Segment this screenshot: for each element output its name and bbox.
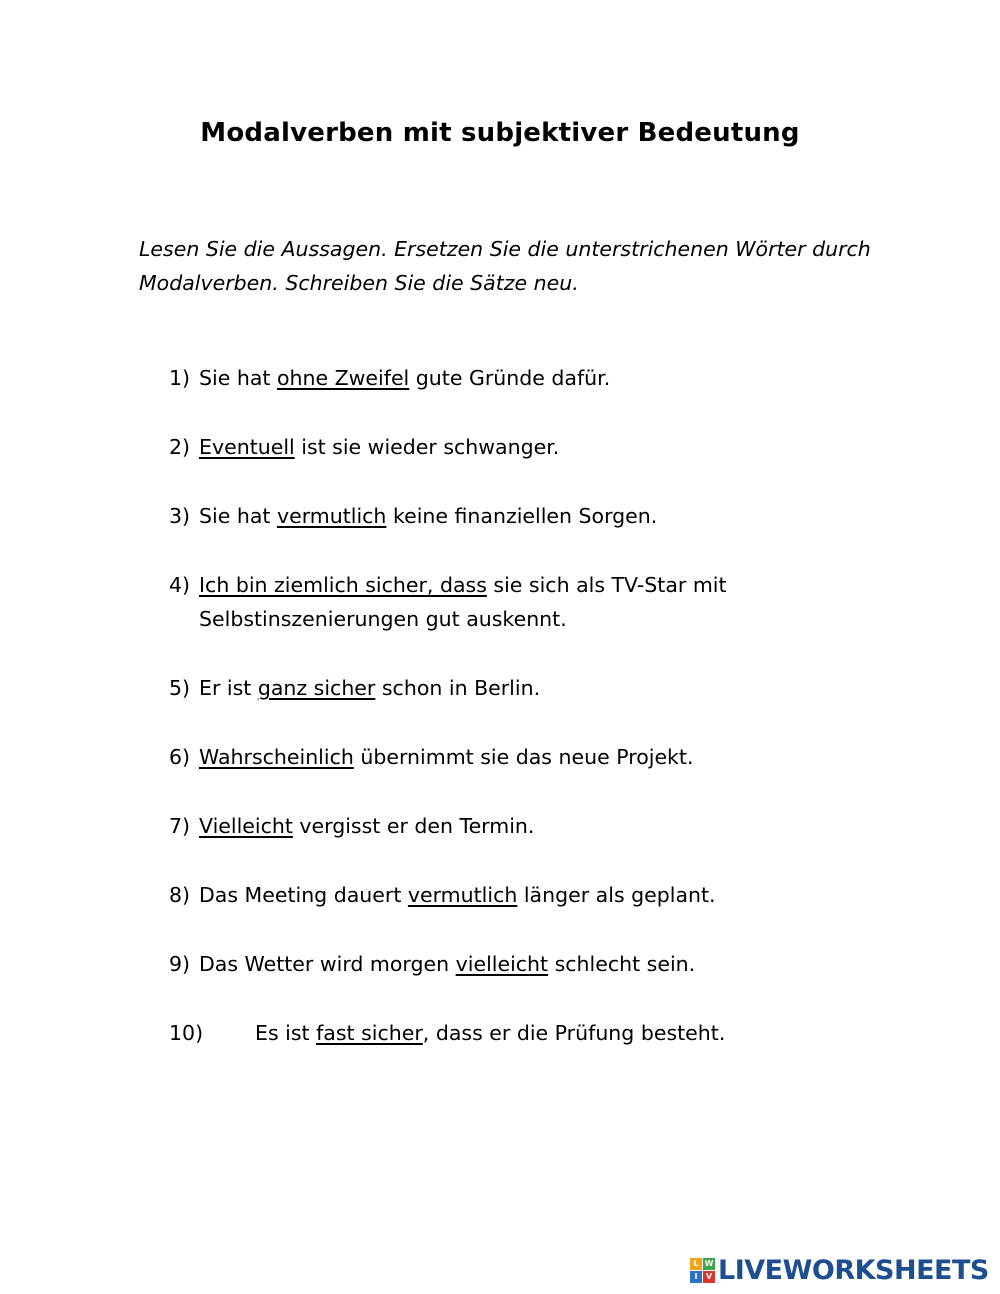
exercise-item-5 xyxy=(169,671,909,705)
exercise-list xyxy=(169,361,909,1085)
instructions: Lesen Sie die Aussagen. Ersetzen Sie die unterstrichenen Wörter durch Modalverben. Schreiben Sie die Sätze neu. xyxy=(139,237,871,295)
logo-icon-cell: I xyxy=(690,1271,702,1283)
item-number: 2) xyxy=(169,435,191,459)
liveworksheets-logo[interactable] xyxy=(690,1253,989,1287)
underlined-phrase: ganz sicher xyxy=(257,676,376,700)
exercise-item-6 xyxy=(169,740,909,774)
item-number: 8) xyxy=(169,883,191,907)
item-number: 4) xyxy=(169,573,191,597)
item-number: 1) xyxy=(169,366,191,390)
underlined-phrase: Ich bin ziemlich sicher, dass xyxy=(199,573,487,597)
item-text-after: schon in Berlin. xyxy=(375,676,541,700)
logo-icon-cell: V xyxy=(703,1271,715,1283)
item-text-before: Das Wetter wird morgen xyxy=(199,952,456,976)
item-number: 10) xyxy=(169,1021,204,1045)
exercise-item-8 xyxy=(169,878,909,912)
item-text-after: ist sie wieder schwanger. xyxy=(294,435,560,459)
item-text xyxy=(199,740,909,774)
item-text xyxy=(199,568,909,636)
exercise-item-2 xyxy=(169,430,909,464)
item-text-after: schlecht sein. xyxy=(548,952,696,976)
exercise-item-1 xyxy=(169,361,909,395)
item-text xyxy=(199,430,909,464)
item-number: 7) xyxy=(169,814,191,838)
logo-icon-cell: W xyxy=(704,1258,714,1268)
item-number: 5) xyxy=(169,676,191,700)
item-text xyxy=(199,671,909,705)
page-title: Modalverben mit subjektiver Bedeutung xyxy=(200,118,800,148)
item-text xyxy=(199,878,909,912)
underlined-phrase: Vielleicht xyxy=(199,814,293,838)
item-text-after: länger als geplant. xyxy=(517,883,716,907)
liveworksheets-icon xyxy=(690,1258,715,1283)
item-number: 6) xyxy=(169,745,191,769)
item-text xyxy=(199,809,909,843)
item-number: 9) xyxy=(169,952,191,976)
item-text-before: Sie hat xyxy=(199,366,277,390)
item-text-before: Das Meeting dauert xyxy=(199,883,408,907)
exercise-item-7 xyxy=(169,809,909,843)
underlined-phrase: ohne Zweifel xyxy=(276,366,410,390)
exercise-item-3 xyxy=(169,499,909,533)
item-text-after: gute Gründe dafür. xyxy=(409,366,611,390)
item-text-after: , dass er die Prüfung besteht. xyxy=(422,1021,726,1045)
item-text xyxy=(255,1016,909,1050)
item-text xyxy=(199,947,909,981)
item-number: 3) xyxy=(169,504,191,528)
item-text-after: übernimmt sie das neue Projekt. xyxy=(353,745,694,769)
underlined-phrase: Wahrscheinlich xyxy=(199,745,354,769)
item-text-after: sie sich als TV-Star mit Selbstinszenierungen gut auskennt. xyxy=(199,573,727,631)
underlined-phrase: Eventuell xyxy=(199,435,295,459)
item-text xyxy=(199,361,909,395)
exercise-item-10 xyxy=(169,1016,909,1050)
underlined-phrase: vermutlich xyxy=(276,504,387,528)
item-text-before: Es ist xyxy=(255,1021,317,1045)
logo-text: LIVEWORKSHEETS xyxy=(718,1254,989,1286)
item-text-after: vergisst er den Termin. xyxy=(292,814,535,838)
underlined-phrase: vermutlich xyxy=(407,883,518,907)
item-text-after: keine finanziellen Sorgen. xyxy=(386,504,658,528)
exercise-item-4 xyxy=(169,568,909,636)
item-text-before: Sie hat xyxy=(199,504,277,528)
item-text-before: Er ist xyxy=(199,676,258,700)
underlined-phrase: fast sicher xyxy=(316,1021,423,1045)
exercise-item-9 xyxy=(169,947,909,981)
logo-icon-cell: L xyxy=(690,1258,702,1270)
item-text xyxy=(199,499,909,533)
underlined-phrase: vielleicht xyxy=(455,952,549,976)
